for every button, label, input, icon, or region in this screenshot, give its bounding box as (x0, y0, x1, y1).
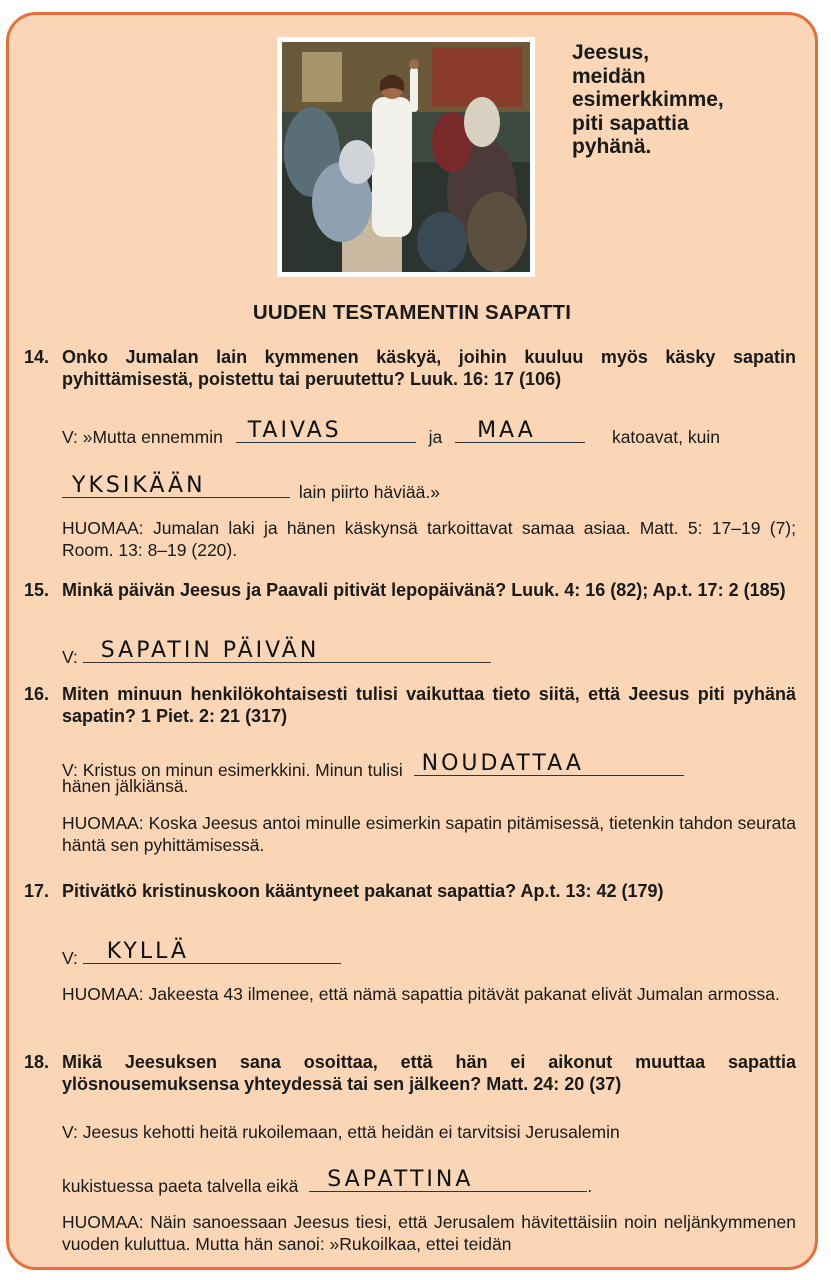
image-caption: Jeesus, meidän esimerkkimme, piti sapattia pyhänä. (572, 41, 724, 158)
answer-18-line-2: kukistuessa paeta talvella eikä SAPATTINA . (62, 1167, 593, 1196)
note-18: HUOMAA: Näin sanoessaan Jeesus tiesi, että Jerusalem hävitettäisiin noin neljänkymmenen vuoden kuluttua. Mutta hän sanoi: »Rukoilkaa, ettei teidän (62, 1212, 796, 1254)
answer-18-line-1: V: Jeesus kehotti heitä rukoilemaan, että heidän ei tarvitsisi Jerusalemin (62, 1122, 620, 1142)
note-16: HUOMAA: Koska Jeesus antoi minulle esimerkin sapatin pitämisessä, tietenkin tahdon seurata häntä sen pyhittämisessä. (62, 813, 796, 855)
answer-blank[interactable]: MAA (455, 420, 585, 443)
answer-blank[interactable]: TAIVAS (236, 420, 416, 443)
answer-17: V: KYLLÄ (62, 941, 796, 969)
jesus-teaching-image (282, 42, 530, 272)
question-16: 16. Miten minuun henkilökohtaisesti tulisi vaikuttaa tieto siitä, että Jeesus piti pyhänä sapatin? 1 Piet. 2: 21 (317) (24, 684, 796, 726)
answer-blank[interactable]: SAPATTINA (309, 1169, 587, 1192)
note-14: HUOMAA: Jumalan laki ja hänen käskynsä tarkoittavat samaa asiaa. Matt. 5: 17–19 (7); Room. 13: 8–19 (220). (62, 518, 796, 560)
answer-16-line-1: V: Kristus on minun esimerkkini. Minun tulisi NOUDATTAA (62, 753, 796, 781)
question-17: 17. Pitivätkö kristinuskoon kääntyneet pakanat sapattia? Ap.t. 13: 42 (179) (24, 881, 664, 901)
lesson-card (6, 12, 818, 1270)
jesus-illustration (277, 37, 535, 277)
answer-blank[interactable]: NOUDATTAA (414, 753, 684, 776)
answer-14-line-1: V: »Mutta ennemmin TAIVAS ja MAA katoavat, kuin (62, 418, 720, 447)
question-14: 14. Onko Jumalan lain kymmenen käskyä, joihin kuuluu myös käsky sapatin pyhittämisestä, poistettu tai peruutettu? Luuk. 16: 17 (106) (24, 347, 796, 389)
answer-blank[interactable]: KYLLÄ (83, 941, 341, 964)
question-15: 15. Minkä päivän Jeesus ja Paavali pitivät lepopäivänä? Luuk. 4: 16 (82); Ap.t. 17: 2 (185) (24, 580, 786, 600)
answer-blank[interactable]: SAPATIN PÄIVÄN (83, 640, 491, 663)
note-17: HUOMAA: Jakeesta 43 ilmenee, että nämä sapattia pitävät pakanat elivät Jumalan armossa. (62, 984, 780, 1004)
answer-blank[interactable]: YKSIKÄÄN (62, 475, 290, 498)
answer-16-line-2: hänen jälkiänsä. (62, 776, 189, 796)
answer-14-line-2: YKSIKÄÄN lain piirto häviää.» (62, 475, 796, 503)
answer-15: V: SAPATIN PÄIVÄN (62, 640, 796, 668)
section-title: UUDEN TESTAMENTIN SAPATTI (252, 301, 572, 324)
question-18: 18. Mikä Jeesuksen sana osoittaa, että hän ei aikonut muuttaa sapattia ylösnousemuksensa yhteydessä tai sen jälkeen? Matt. 24: 20 (37) (24, 1052, 796, 1094)
